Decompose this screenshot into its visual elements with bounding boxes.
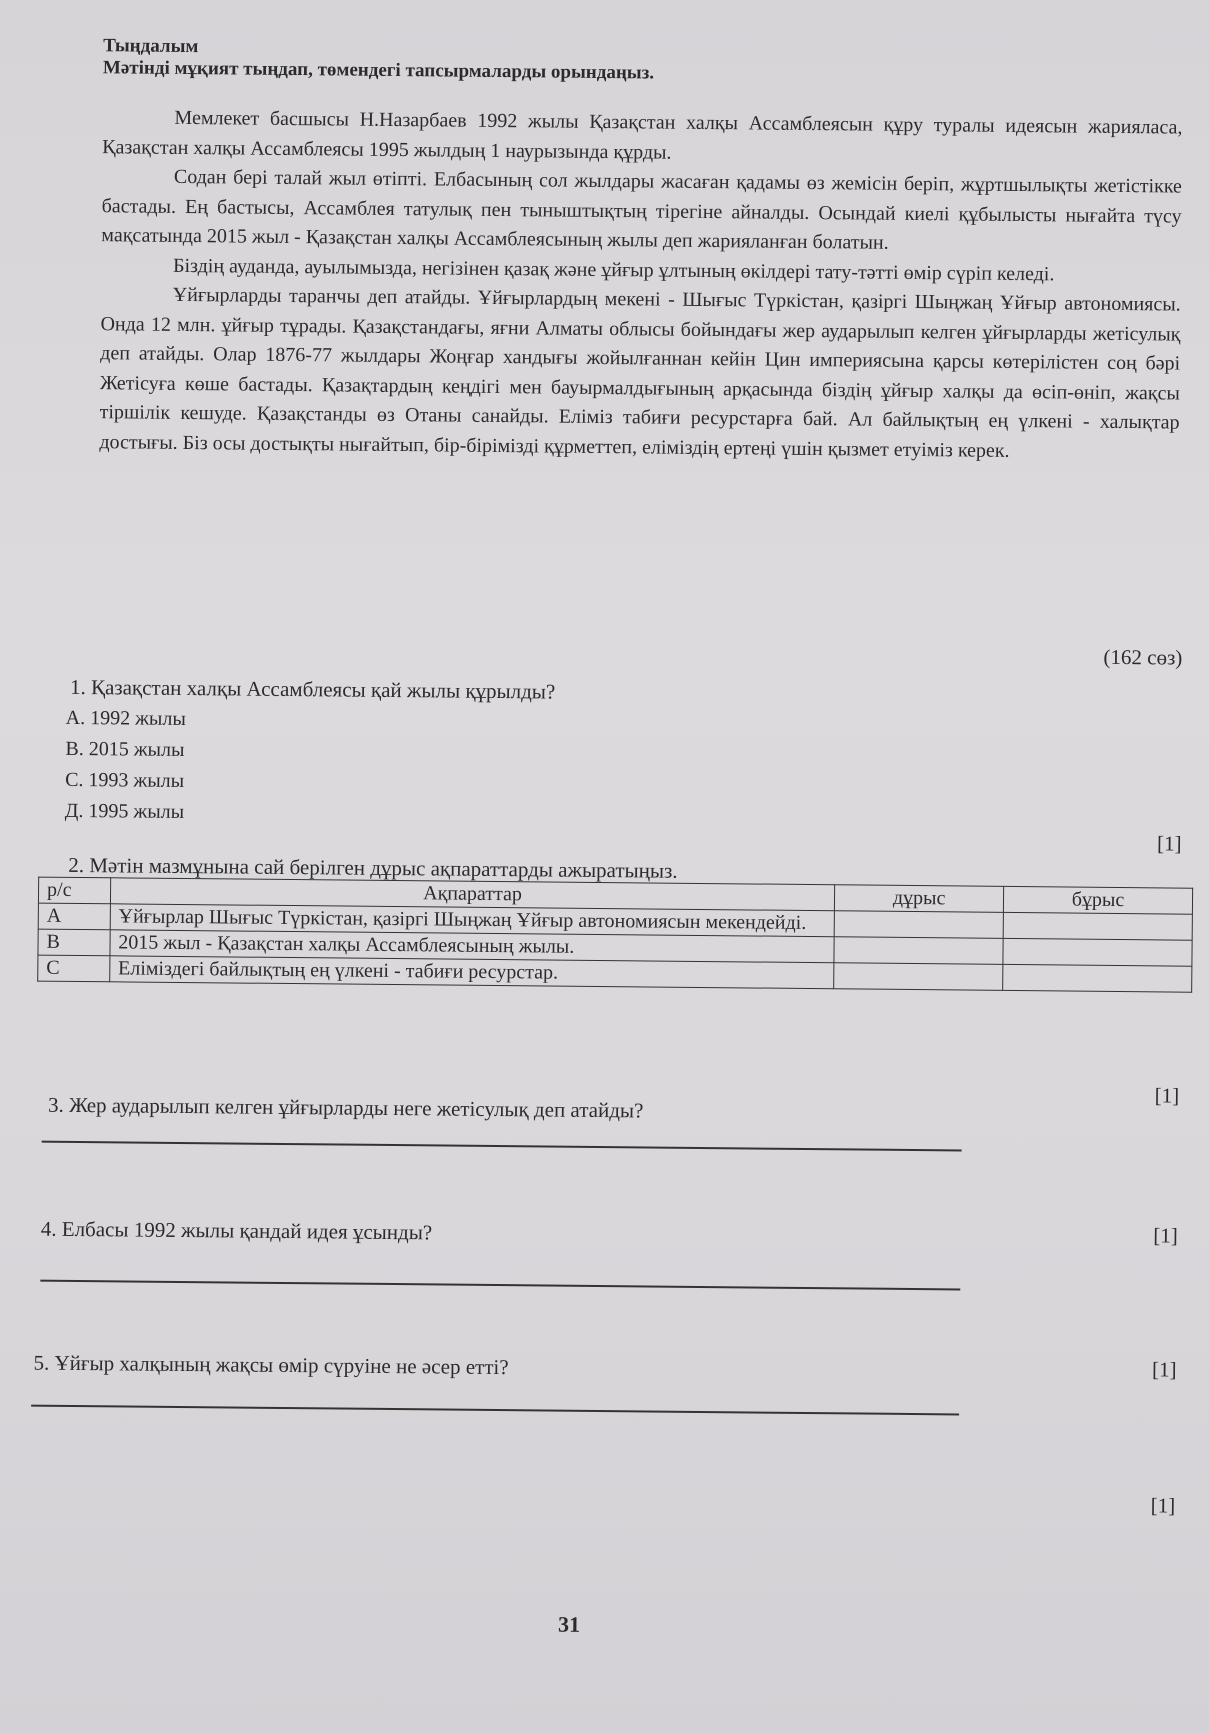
header-true: дұрыс [835,885,1004,913]
passage-paragraph: Мемлекет басшысы Н.Назарбаев 1992 жылы Қазақстан халқы Ассамблеясын құру туралы идеясын жарияласа, Қазақстан халқы Ассамблеясы 1995 жылдың 1 наурызында құрды. [102,106,1183,164]
question-4: 4. Елбасы 1992 жылы қандай идея ұсынды? [40,1216,433,1245]
task-instruction: Мәтінді мұқият тыңдап, төмендегі тапсырмаларды орындаңыз. [102,57,655,84]
listening-passage [99,103,1182,467]
word-count: (162 сөз) [1103,644,1183,670]
false-cell[interactable] [1003,964,1192,992]
q4-mark: [1] [1153,1223,1178,1248]
q1-option-c[interactable]: C. 1993 жылы [65,768,185,793]
header-false: бұрыс [1003,886,1192,914]
row-info: Ұйғырлар Шығыс Түркістан, қазіргі Шыңжаң Ұйғыр автономиясын мекендейді. [110,904,835,937]
q5-mark: [1] [1151,1357,1177,1382]
q4-answer-line[interactable] [40,1280,960,1290]
q3-answer-line[interactable] [42,1141,962,1151]
info-table [37,877,1193,993]
q5-answer-line[interactable] [31,1405,959,1415]
question-2: 2. Мәтін мазмұнына сай берілген дұрыс ақпараттарды ажыратыңыз. [68,852,678,883]
q1-option-d[interactable]: Д. 1995 жылы [64,799,185,824]
question-3: 3. Жер аударылып келген ұйғырларды неге жетісулық деп атайды? [47,1092,644,1123]
row-num: B [38,929,110,956]
question-1: 1. Қазақстан халқы Ассамблеясы қай жылы құрылды? [69,674,556,704]
false-cell[interactable] [1003,912,1192,940]
q2-mark: [1] [1154,1083,1180,1108]
true-cell[interactable] [834,937,1003,965]
header-num: р/с [38,877,110,904]
page-number: 31 [557,1611,581,1637]
row-info: Еліміздегі байлықтың ең үлкені - табиғи ресурстар. [109,956,834,989]
passage-paragraph: Содан бері талай жыл өтіпті. Елбасының сол жылдары жасаған қадамы өз жемісін беріп, жұртшылықты жетістікке бастады. Ең бастысы, Ассамблея татулық пен тыныштықтың тірегіне айналды. Осындай киелі құбылысты нығайта түсу мақсатында 2015 жыл - Қазақстан халқы Ассамблеясының жылы деп жарияланған болатын. [101,165,1182,254]
row-num: C [38,955,110,982]
false-cell[interactable] [1003,938,1192,966]
row-num: A [38,903,110,930]
final-mark: [1] [1150,1493,1176,1518]
true-cell[interactable] [834,911,1003,939]
passage-paragraph: Ұйғырларды таранчы деп атайды. Ұйғырлардың мекені - Шығыс Түркістан, қазіргі Шыңжаң Ұйғыр автономиясы. Онда 12 млн. ұйғыр тұрады. Қазақстандағы, яғни Алматы облысы бойындағы жер аударылып келген ұйғырларды жетісулық деп атайды. Олар 1876-77 жылдары Жоңғар хандығы жойылғаннан кейін Цин империясына қарсы көтерілістен соң бәрі Жетісуға көше бастады. Қазақтардың кеңдігі мен бауырмалдығының арқасында біздің ұйғыр халқы да өсіп-өніп, жақсы тіршілік кешуде. Қазақстанды өз Отаны санайды. Еліміз табиғи ресурстарға бай. Ал байлықтың ең үлкені - халықтар достығы. Біз осы достықты нығайтып, бір-бірімізді құрметтеп, еліміздің ертеңі үшін қызмет етуіміз керек. [99,283,1181,462]
passage-paragraph: Біздің ауданда, ауылымызда, негізінен қазақ және ұйғыр ұлтының өкілдері тату-тәтті өмір сүріп келеді. [172,254,1055,285]
q1-mark: [1] [1156,831,1182,856]
q1-option-a[interactable]: A. 1992 жылы [65,706,186,731]
section-title: Тыңдалым [103,35,199,58]
true-cell[interactable] [834,963,1003,991]
question-5: 5. Ұйғыр халқының жақсы өмір сүруіне не әсер етті? [33,1350,509,1380]
header-info: Ақпараттар [110,878,835,911]
q1-option-b[interactable]: B. 2015 жылы [65,737,185,762]
row-info: 2015 жыл - Қазақстан халқы Ассамблеясының жылы. [110,930,835,963]
